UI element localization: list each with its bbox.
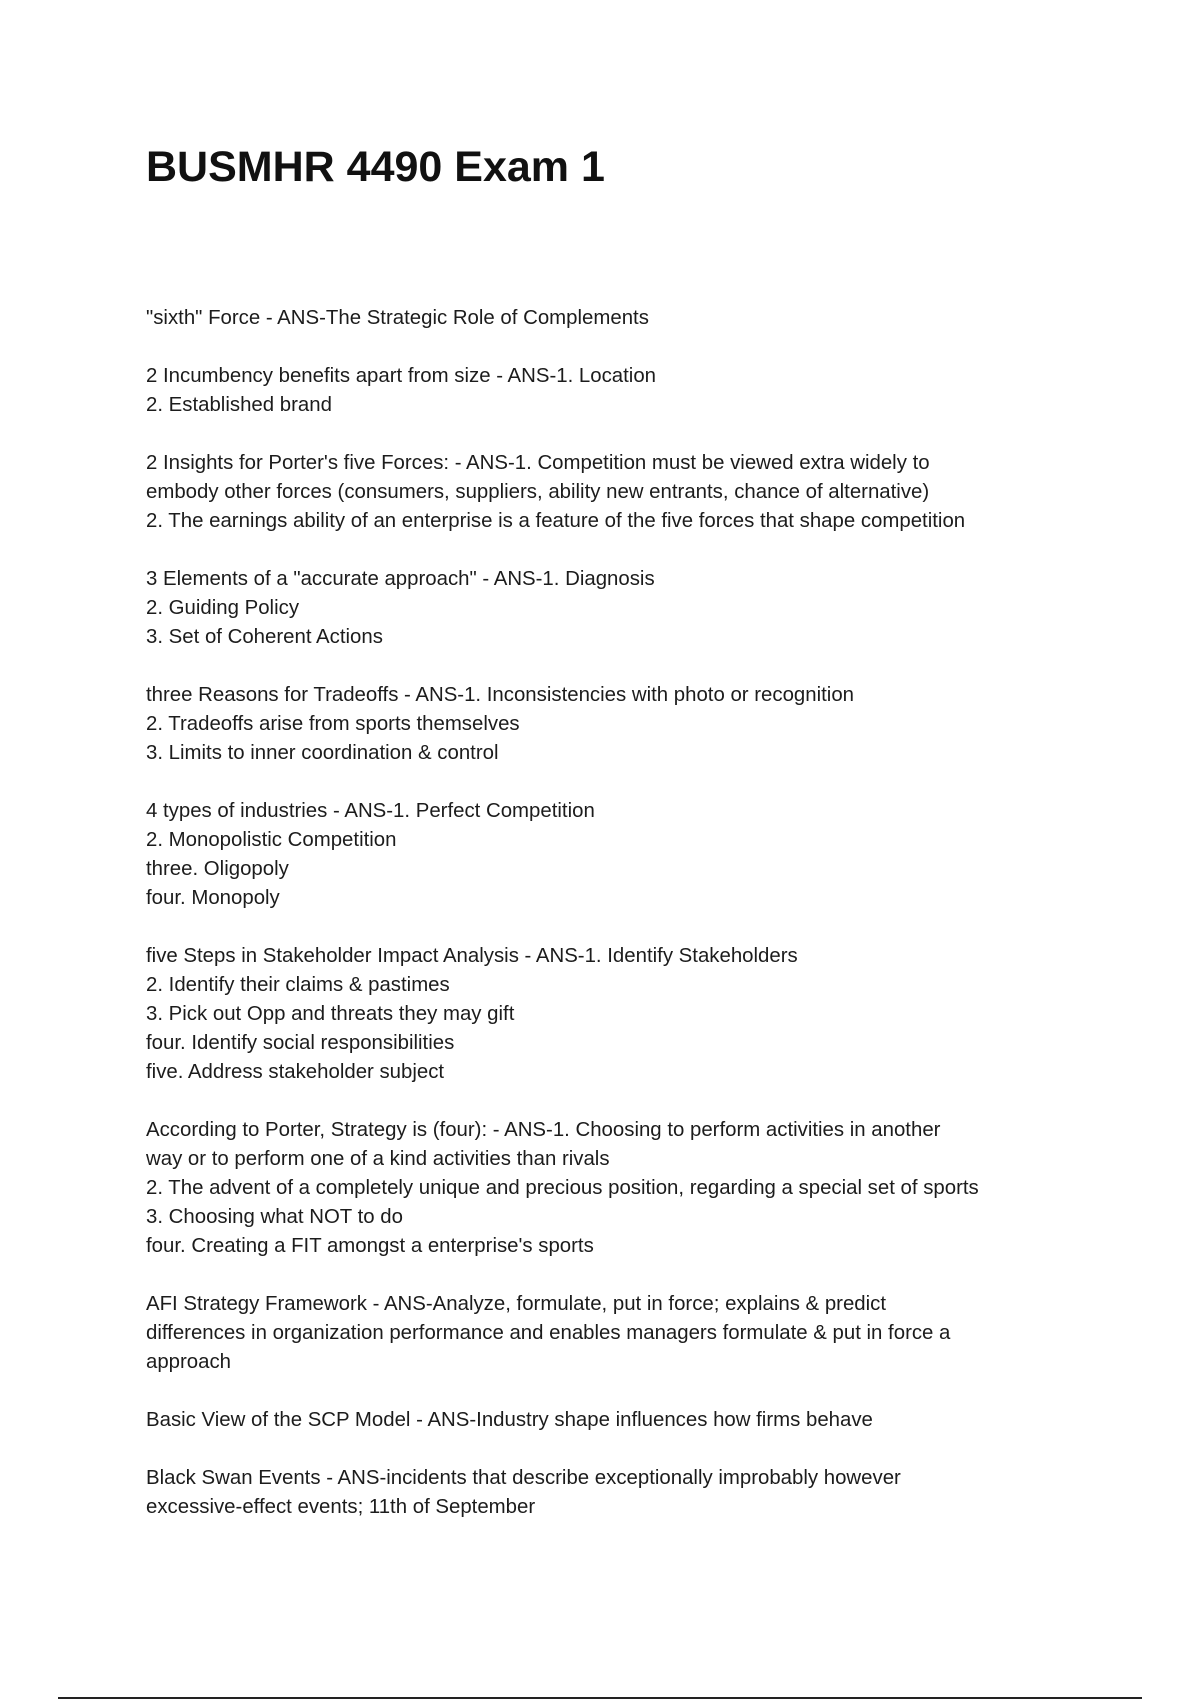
qa-entry	[146, 362, 1076, 420]
qa-entry	[146, 449, 1076, 536]
qa-entry	[146, 681, 1076, 768]
entry-line: 2. Tradeoffs arise from sports themselves	[146, 713, 520, 735]
entry-line: 2. The earnings ability of an enterprise is a feature of the five forces that shape competition	[146, 510, 966, 532]
entry-line: four. Creating a FIT amongst a enterprise's sports	[146, 1235, 594, 1257]
qa-entry	[146, 1464, 1076, 1522]
entry-line: 3. Limits to inner coordination & control	[146, 742, 499, 764]
entry-line: 2. Established brand	[146, 394, 332, 416]
entry-line: 3. Set of Coherent Actions	[146, 626, 383, 648]
entry-line: three Reasons for Tradeoffs - ANS-1. Inconsistencies with photo or recognition	[146, 684, 855, 706]
qa-entry	[146, 565, 1076, 652]
entry-line: 3 Elements of a "accurate approach" - ANS-1. Diagnosis	[146, 568, 655, 590]
entry-line: three. Oligopoly	[146, 858, 289, 880]
entry-line: According to Porter, Strategy is (four): - ANS-1. Choosing to perform activities in another	[146, 1119, 941, 1141]
entry-line: 2 Incumbency benefits apart from size - ANS-1. Location	[146, 365, 657, 387]
qa-entry	[146, 1116, 1076, 1261]
entry-line: 3. Pick out Opp and threats they may gift	[146, 1003, 515, 1025]
entry-line: five. Address stakeholder subject	[146, 1061, 445, 1083]
qa-entry	[146, 304, 1076, 333]
entry-line: differences in organization performance and enables managers formulate & put in force a	[146, 1322, 951, 1344]
entry-line: Basic View of the SCP Model - ANS-Industry shape influences how firms behave	[146, 1409, 873, 1431]
entry-line: five Steps in Stakeholder Impact Analysis - ANS-1. Identify Stakeholders	[146, 945, 798, 967]
footer-divider	[58, 1697, 1142, 1699]
entry-line: 4 types of industries - ANS-1. Perfect Competition	[146, 800, 595, 822]
document-title: BUSMHR 4490 Exam 1	[146, 143, 605, 191]
entry-line: Black Swan Events - ANS-incidents that describe exceptionally improbably however	[146, 1467, 901, 1489]
entry-line: four. Identify social responsibilities	[146, 1032, 455, 1054]
entry-line: "sixth" Force - ANS-The Strategic Role of Complements	[146, 307, 649, 329]
qa-entry	[146, 797, 1076, 913]
entry-line: 2. Guiding Policy	[146, 597, 300, 619]
entry-line: 2. The advent of a completely unique and precious position, regarding a special set of sports	[146, 1177, 979, 1199]
qa-entry	[146, 1406, 1076, 1435]
qa-entries-list	[146, 304, 1076, 1551]
entry-line: AFI Strategy Framework - ANS-Analyze, formulate, put in force; explains & predict	[146, 1293, 887, 1315]
entry-line: 2. Identify their claims & pastimes	[146, 974, 450, 996]
entry-line: 3. Choosing what NOT to do	[146, 1206, 403, 1228]
qa-entry	[146, 1290, 1076, 1377]
entry-line: excessive-effect events; 11th of September	[146, 1496, 536, 1518]
entry-line: way or to perform one of a kind activities than rivals	[146, 1148, 610, 1170]
entry-line: embody other forces (consumers, suppliers, ability new entrants, chance of alternative)	[146, 481, 930, 503]
entry-line: four. Monopoly	[146, 887, 280, 909]
entry-line: approach	[146, 1351, 232, 1373]
entry-line: 2 Insights for Porter's five Forces: - ANS-1. Competition must be viewed extra widely to	[146, 452, 930, 474]
qa-entry	[146, 942, 1076, 1087]
entry-line: 2. Monopolistic Competition	[146, 829, 397, 851]
